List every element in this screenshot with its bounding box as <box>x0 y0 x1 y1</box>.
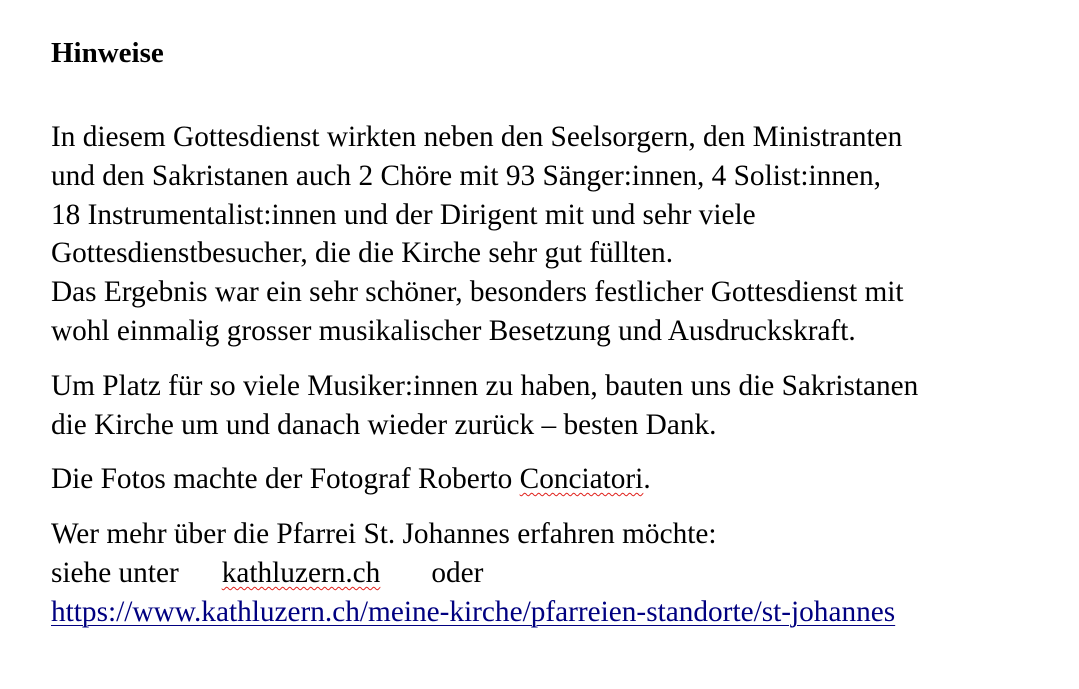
see-text: siehe unter <box>51 556 179 589</box>
or-text: oder <box>431 556 484 589</box>
photo-credit-text: Die Fotos machte der Fotograf Roberto <box>51 463 520 495</box>
paragraph-thanks <box>51 367 918 445</box>
paragraph-more-info <box>51 515 895 631</box>
text-line: wohl einmalig grosser musikalischer Besetzung und Ausdruckskraft. <box>51 314 856 347</box>
text-line <box>51 460 651 499</box>
paragraph-participants <box>51 118 904 351</box>
text-line: Wer mehr über die Pfarrei St. Johannes erfahren möchte: <box>51 518 717 550</box>
pfarrei-url-link[interactable]: https://www.kathluzern.ch/meine-kirche/pfarreien-standorte/st-johannes <box>51 595 896 628</box>
paragraph-photos <box>51 460 651 499</box>
text-line: die Kirche um und danach wieder zurück – besten Dank. <box>51 408 717 441</box>
text-line: 18 Instrumentalist:innen und der Dirigent mit und sehr viele <box>51 198 756 231</box>
text-line: Gottesdienstbesucher, die die Kirche sehr gut füllten. <box>51 237 674 270</box>
text-line <box>51 593 895 632</box>
text-line: Das Ergebnis war ein sehr schöner, besonders festlicher Gottesdienst mit <box>51 276 904 309</box>
photographer-name: Conciatori <box>519 463 644 495</box>
text-line: Um Platz für so viele Musiker:innen zu haben, bauten uns die Sakristanen <box>51 370 919 402</box>
text-line: In diesem Gottesdienst wirkten neben den Seelsorgern, den Ministranten <box>51 121 903 153</box>
document-heading: Hinweise <box>51 37 164 69</box>
site-name: kathluzern.ch <box>221 556 381 589</box>
text-line: und den Sakristanen auch 2 Chöre mit 93 Sänger:innen, 4 Solist:innen, <box>51 159 881 192</box>
period-text: . <box>643 463 651 495</box>
text-line <box>51 554 895 593</box>
